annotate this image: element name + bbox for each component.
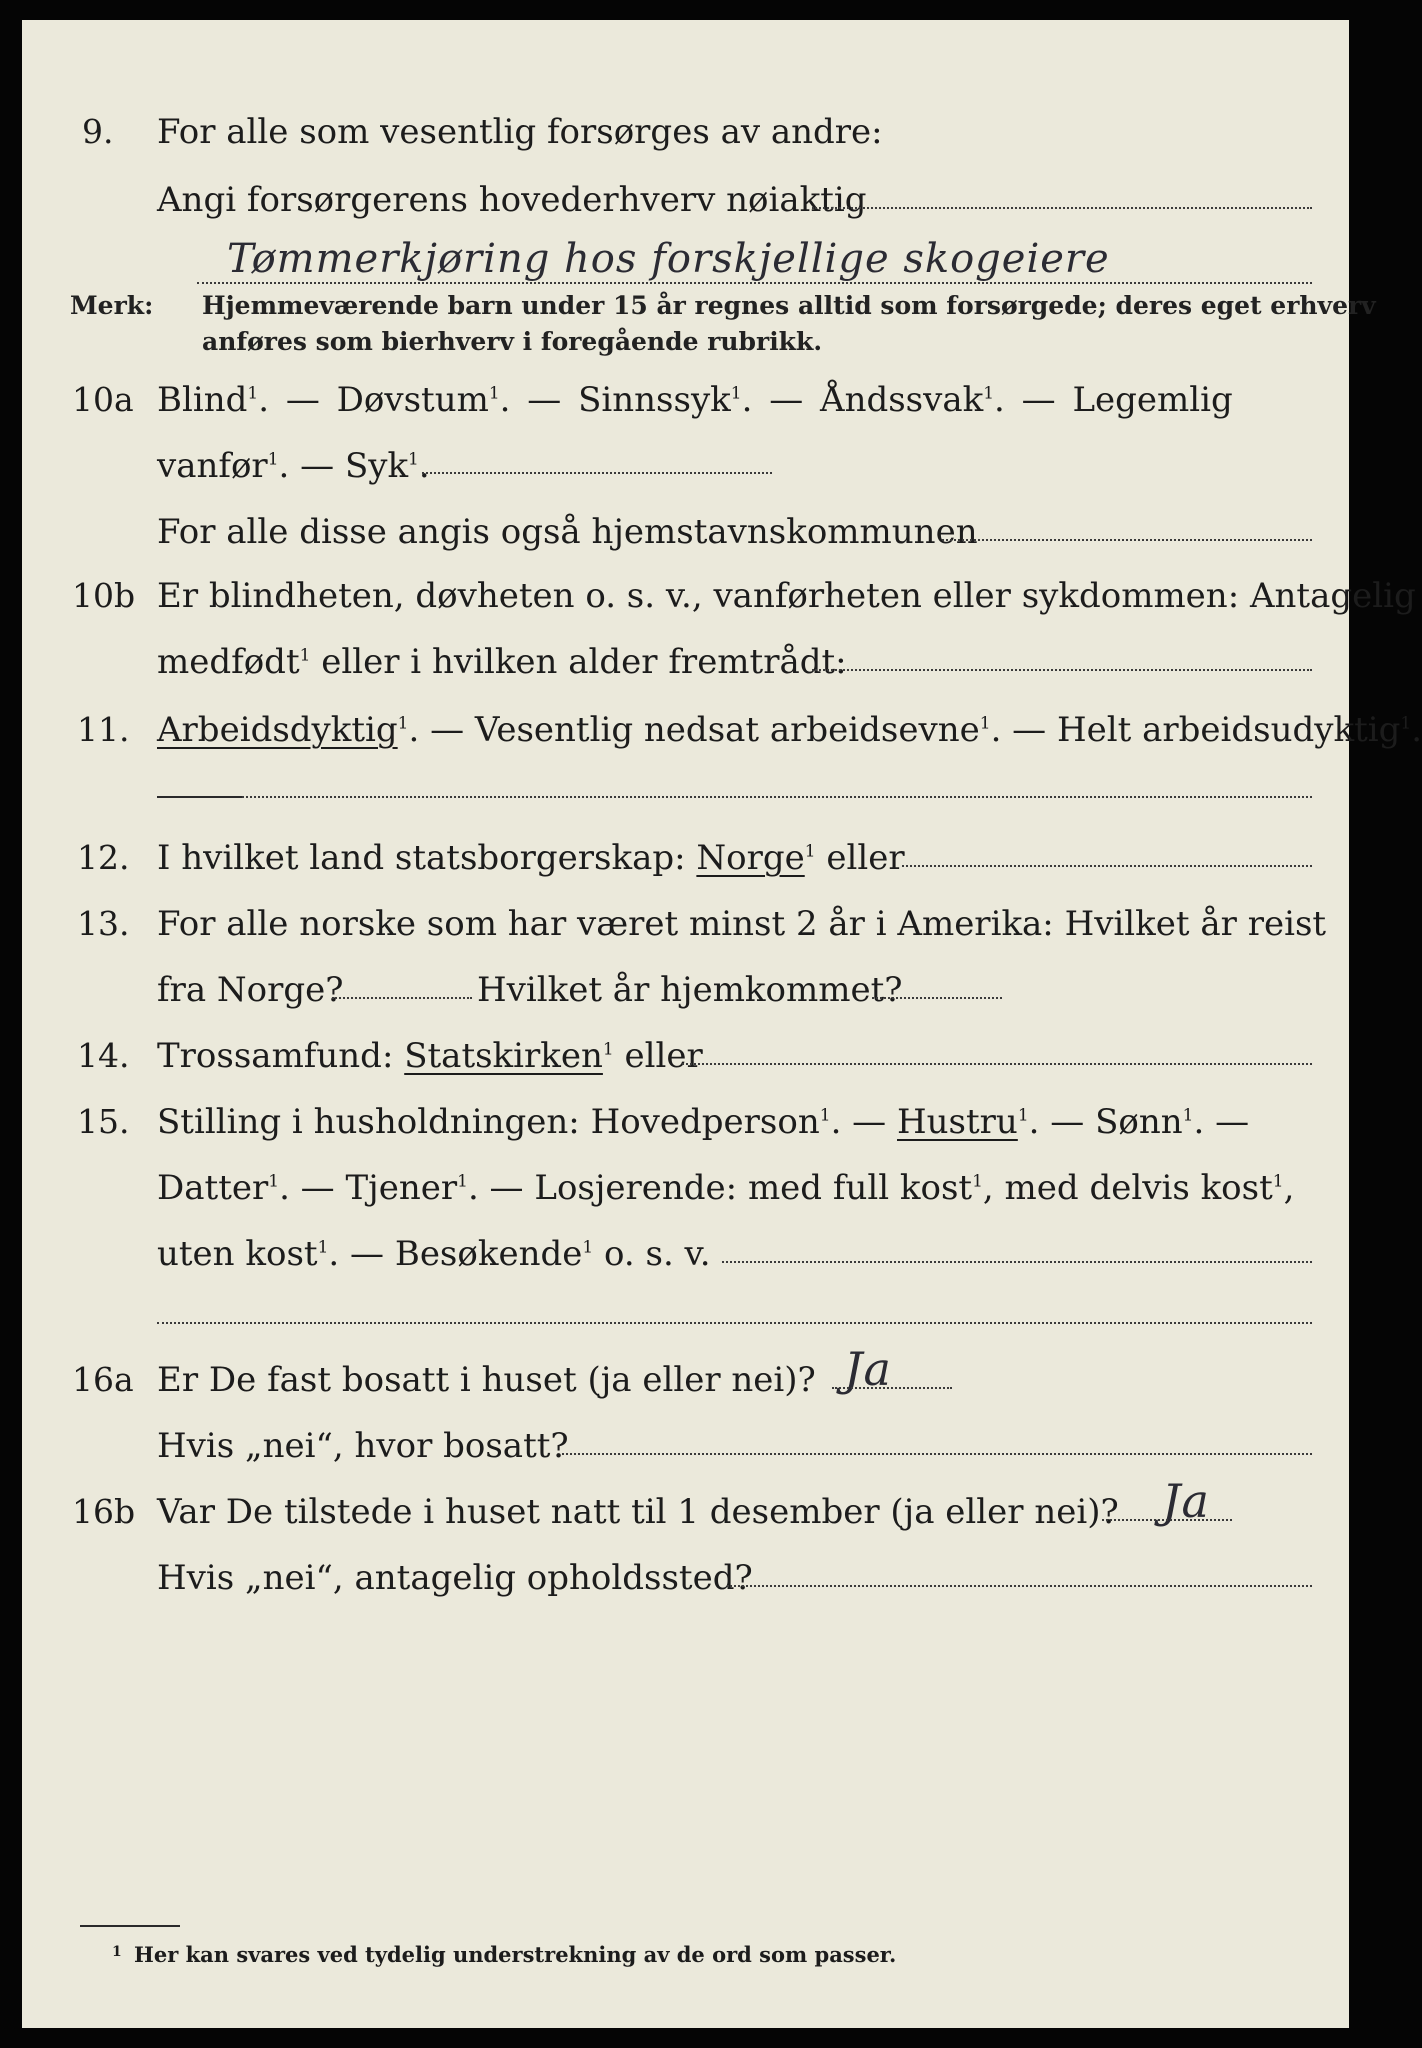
q9-handwritten-answer: Tømmerkjøring hos forskjellige skogeiere: [227, 236, 1110, 282]
q10a-dovstum: . — Døvstum: [258, 380, 489, 420]
sup-mark: 1: [267, 449, 279, 470]
q11-line: [157, 710, 1422, 750]
sup-mark: 1: [1017, 1105, 1029, 1126]
q16b-handwritten-answer: Ja: [1162, 1474, 1210, 1528]
q11-arbeidsdyktig-underlined: Arbeidsdyktig: [157, 710, 398, 750]
q16a-answer-line: [832, 1387, 952, 1389]
q10a-line1: [157, 380, 1233, 420]
q9-number: 9.: [82, 112, 114, 151]
footnote-mark: 1: [112, 1944, 122, 1960]
q15-answer-line: [157, 1322, 1312, 1324]
q16b-line1: Var De tilstede i huset natt til 1 desember (ja eller nei)?: [157, 1492, 1119, 1532]
q16a-fill: [562, 1453, 1312, 1455]
q10b-line2: [157, 642, 847, 682]
q15-dash2: . —: [1193, 1102, 1250, 1142]
sup-mark: 1: [972, 1171, 983, 1192]
q9-line2-fill: [812, 207, 1312, 209]
q10b-number: 10b: [72, 576, 136, 615]
q12-text: I hvilket land statsborgerskap:: [157, 838, 686, 878]
q16a-number: 16a: [72, 1360, 134, 1399]
q14-text: Trossamfund:: [157, 1036, 394, 1076]
footnote-rule: [80, 1925, 180, 1927]
merk-label: Merk:: [70, 291, 154, 320]
q16b-number: 16b: [72, 1492, 136, 1531]
q12-line: [157, 838, 905, 878]
q13-number: 13.: [77, 904, 130, 943]
q10a-andssvak: . — Åndssvak: [741, 380, 984, 420]
merk-line2: anføres som bierhverv i foregående rubrikk.: [202, 327, 823, 356]
q11-period: .: [1411, 710, 1422, 750]
q16a-handwritten-answer: Ja: [844, 1342, 892, 1396]
q15-fullkost: . — Losjerende: med full kost: [467, 1168, 973, 1208]
q13-hjemkommet-fill: [872, 997, 1002, 999]
merk-line1: Hjemmeværende barn under 15 år regnes alltid som forsørgede; deres eget erhverv: [202, 291, 1376, 320]
sup-mark: 1: [317, 1237, 329, 1258]
q15-besokende: . — Besøkende: [328, 1234, 583, 1274]
sup-mark: 1: [979, 713, 991, 734]
q15-fill: [722, 1261, 1312, 1263]
q16b-fill: [727, 1585, 1312, 1587]
sup-mark: 1: [582, 1237, 594, 1258]
q15-line3: [157, 1234, 711, 1274]
q15-hovedperson: Stilling i husholdningen: Hovedperson: [157, 1102, 820, 1142]
q10b-alder: eller i hvilken alder fremtrådt:: [310, 642, 847, 682]
q10a-line2: [157, 446, 430, 486]
q10b-line1: Er blindheten, døvheten o. s. v., vanførheten eller sykdommen: Antagelig: [157, 576, 1416, 616]
q9-answer-line: [197, 282, 1312, 284]
footnote-text: Her kan svares ved tydelig understrekning av de ord som passer.: [134, 1942, 897, 1967]
sup-mark: 1: [488, 383, 500, 404]
q12-norge-underlined: Norge: [696, 838, 805, 878]
sup-mark: 1: [1400, 713, 1412, 734]
sup-mark: 1: [299, 645, 311, 666]
q14-eller: eller: [613, 1036, 703, 1076]
q10a-legemlig: . — Legemlig: [994, 380, 1233, 420]
sup-mark: 1: [1272, 1171, 1284, 1192]
sup-mark: 1: [730, 383, 742, 404]
q15-number: 15.: [77, 1102, 130, 1141]
q15-line2: [157, 1168, 1294, 1208]
q11-nedsat: . — Vesentlig nedsat arbeidsevne: [408, 710, 980, 750]
q15-delviskost: , med delvis kost: [982, 1168, 1273, 1208]
q16b-line2: Hvis „nei“, antagelig opholdssted?: [157, 1558, 753, 1598]
q15-sonn: . — Sønn: [1028, 1102, 1183, 1142]
q16b-answer-line: [1102, 1519, 1232, 1521]
sup-mark: 1: [408, 449, 419, 470]
q11-answer-stroke: [157, 796, 242, 798]
q11-number: 11.: [77, 710, 130, 749]
q14-statskirken-underlined: Statskirken: [404, 1036, 603, 1076]
q14-fill: [682, 1063, 1312, 1065]
q14-line: [157, 1036, 703, 1076]
q13-reist-fill: [332, 997, 472, 999]
sup-mark: 1: [247, 383, 259, 404]
q13-line1: For alle norske som har været minst 2 år i Amerika: Hvilket år reist: [157, 904, 1327, 944]
q15-tjener: . — Tjener: [279, 1168, 458, 1208]
sup-mark: 1: [819, 1105, 831, 1126]
q10a-blind: Blind: [157, 380, 248, 420]
q10a-line2-fill: [422, 472, 772, 474]
q11-answer-line: [242, 796, 1312, 798]
q11-udyktig: . — Helt arbeidsudyktig: [990, 710, 1401, 750]
q10a-sinnssyk: . — Sinnssyk: [499, 380, 731, 420]
q13-line2b: Hvilket år hjemkommet?: [477, 970, 903, 1010]
sup-mark: 1: [983, 383, 995, 404]
q16a-line1: Er De fast bosatt i huset (ja eller nei)?: [157, 1360, 816, 1400]
sup-mark: 1: [602, 1039, 614, 1060]
q10b-fill: [812, 669, 1312, 671]
q15-hustru-underlined: Hustru: [897, 1102, 1018, 1142]
q10a-line3-fill: [942, 539, 1312, 541]
sup-mark: 1: [397, 713, 409, 734]
q12-fill: [902, 865, 1312, 867]
q10a-vanfor: vanfør: [157, 446, 268, 486]
q10a-syk: . — Syk: [278, 446, 409, 486]
q9-line1: For alle som vesentlig forsørges av andre:: [157, 112, 883, 152]
q10a-period: .: [418, 446, 430, 486]
q15-line1: [157, 1102, 1249, 1142]
q10b-medfodt: medfødt: [157, 642, 300, 682]
q15-comma: ,: [1283, 1168, 1295, 1208]
sup-mark: 1: [457, 1171, 468, 1192]
q12-number: 12.: [77, 838, 130, 877]
sup-mark: 1: [804, 841, 816, 862]
q10a-number: 10a: [72, 380, 134, 419]
q15-dash1: . —: [830, 1102, 887, 1142]
q13-line2a: fra Norge?: [157, 970, 344, 1010]
q15-osv: o. s. v.: [593, 1234, 711, 1274]
q15-utenkost: uten kost: [157, 1234, 318, 1274]
sup-mark: 1: [1182, 1105, 1194, 1126]
q14-number: 14.: [77, 1036, 130, 1075]
form-sheet: [22, 20, 1422, 2028]
q12-eller: eller: [815, 838, 905, 878]
q9-line2: Angi forsørgerens hovederhverv nøiaktig: [157, 180, 867, 220]
q10a-line3: For alle disse angis også hjemstavnskommunen: [157, 512, 978, 552]
sup-mark: 1: [268, 1171, 280, 1192]
q16a-line2: Hvis „nei“, hvor bosatt?: [157, 1426, 569, 1466]
q15-datter: Datter: [157, 1168, 269, 1208]
